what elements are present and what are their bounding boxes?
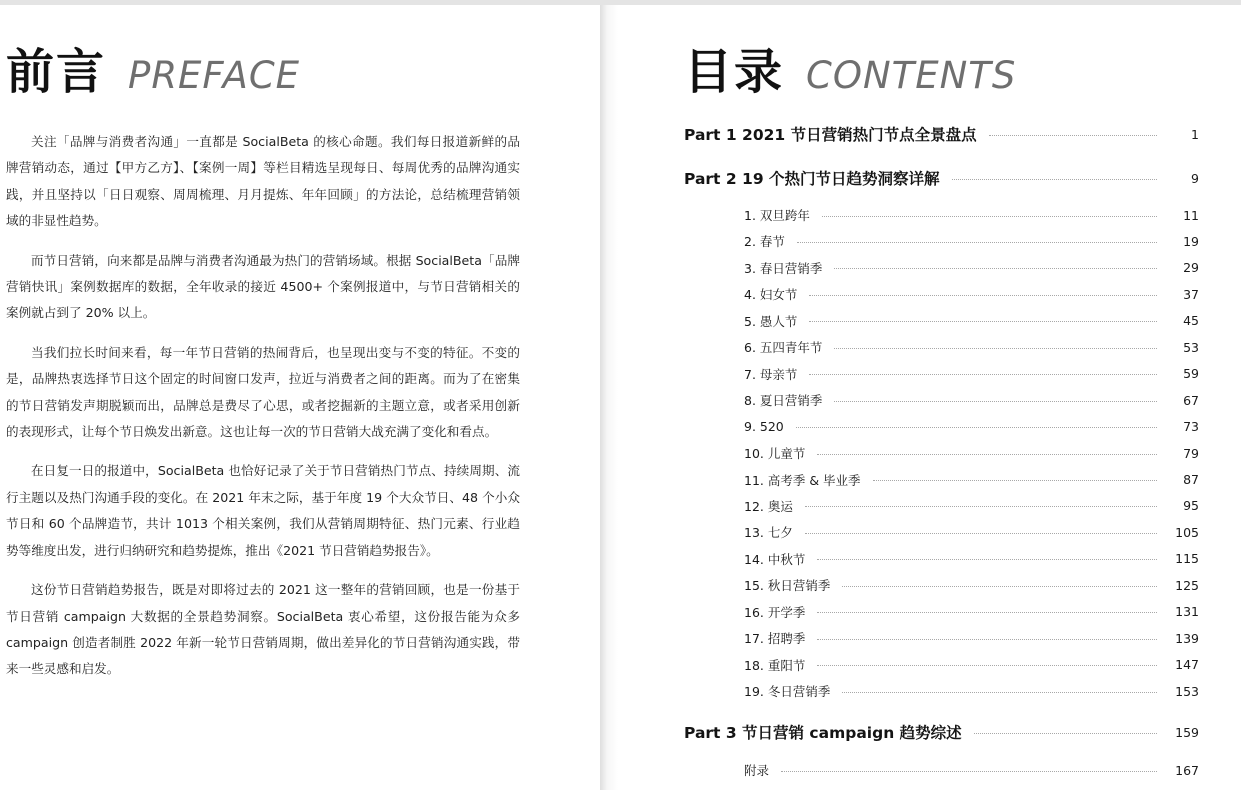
toc-entry-label: 17. 招聘季 (744, 631, 806, 647)
table-of-contents (684, 5, 1199, 790)
toc-entry-label: 19. 冬日营销季 (744, 684, 831, 700)
toc-entry-label: 14. 中秋节 (744, 551, 806, 567)
preface-paragraph: 当我们拉长时间来看，每一年节日营销的热闹背后，也呈现出变与不变的特征。不变的是，品牌热衷选择节日这个固定的时间窗口发声，拉近与消费者之间的距离。而为了在密集的节日营销发声期脱颖而出，品牌总是费尽了心思，或者挖掘新的主题立意，或者采用创新的表现形式，让每个节日焕发出新意。这也让每一次的节日营销大战充满了变化和看点。 (6, 344, 520, 440)
toc-item-row[interactable] (744, 602, 1199, 622)
toc-item-row[interactable] (744, 311, 1199, 331)
toc-entry-label: 8. 夏日营销季 (744, 393, 823, 409)
toc-item-row[interactable] (744, 364, 1199, 384)
toc-dot-leader (822, 216, 1157, 217)
toc-item-row[interactable] (744, 628, 1199, 648)
toc-item-row[interactable] (744, 417, 1199, 437)
page-gutter (600, 5, 618, 790)
toc-dot-leader (873, 480, 1157, 481)
toc-entry-label: 15. 秋日营销季 (744, 578, 831, 594)
toc-part-row[interactable] (684, 165, 1199, 191)
toc-dot-leader (834, 401, 1157, 402)
toc-page-number: 37 (1183, 286, 1199, 302)
preface-paragraph: 在日复一日的报道中，SocialBeta 也恰好记录了关于节日营销热门节点、持续周期、流行主题以及热门沟通手段的变化。在 2021 年末之际，基于年度 19 个大众节日、48 个小众节日和 60 个品牌造节，共计 1013 个相关案例，我们从营销周期特征、热门元素、行业趋势等维度出发，进行归纳研究和趋势提炼，推出《2021 节日营销趋势报告》。 (6, 463, 520, 558)
toc-entry-label: 4. 妇女节 (744, 287, 798, 303)
toc-page-number: 131 (1175, 604, 1199, 620)
toc-item-row[interactable] (744, 337, 1199, 357)
toc-entry-label: 6. 五四青年节 (744, 340, 823, 356)
toc-page-number: 29 (1183, 260, 1199, 276)
toc-page-number: 125 (1175, 577, 1199, 593)
toc-dot-leader (809, 295, 1157, 296)
toc-page-number: 9 (1191, 170, 1199, 186)
toc-page-number: 139 (1175, 630, 1199, 646)
toc-entry-label: 9. 520 (744, 419, 784, 435)
preface-paragraph: 这份节日营销趋势报告，既是对即将过去的 2021 这一整年的营销回顾，也是一份基于节日营销 campaign 大数据的全景趋势洞察。SocialBeta 衷心希望，这份报告能为众多 campaign 创造者制胜 2022 年新一轮节日营销周期，做出差异化的节日营销沟通实践，带来一些灵感和启发。 (6, 582, 520, 677)
toc-part-row[interactable] (684, 121, 1199, 147)
toc-item-row[interactable] (744, 443, 1199, 463)
toc-page-number: 159 (1175, 724, 1199, 740)
toc-entry-label: 10. 儿童节 (744, 446, 806, 462)
toc-item-row[interactable] (744, 655, 1199, 675)
toc-dot-leader (842, 586, 1157, 587)
toc-entry-label: 2. 春节 (744, 234, 785, 250)
toc-dot-leader (796, 427, 1157, 428)
preface-page (0, 5, 600, 790)
toc-dot-leader (817, 559, 1157, 560)
toc-page-number: 1 (1191, 126, 1199, 142)
toc-page-number: 19 (1183, 233, 1199, 249)
toc-page-number: 67 (1183, 392, 1199, 408)
toc-page-number: 147 (1175, 657, 1199, 673)
toc-item-row[interactable] (744, 575, 1199, 595)
preface-title-en: PREFACE (128, 54, 301, 97)
toc-item-row[interactable] (744, 496, 1199, 516)
toc-entry-label: 11. 高考季 & 毕业季 (744, 472, 861, 488)
toc-entry-label: Part 3 节日营销 campaign 趋势综述 (684, 724, 962, 742)
toc-dot-leader (834, 268, 1157, 269)
toc-page-number: 53 (1183, 339, 1199, 355)
toc-entry-label: 18. 重阳节 (744, 657, 806, 673)
toc-dot-leader (797, 242, 1157, 243)
toc-entry-label: 附录 (744, 763, 770, 778)
toc-page-number: 59 (1183, 366, 1199, 382)
toc-dot-leader (834, 348, 1157, 349)
toc-part-row[interactable] (684, 719, 1199, 745)
toc-dot-leader (817, 639, 1157, 640)
toc-dot-leader (817, 454, 1157, 455)
toc-entry-label: 1. 双旦跨年 (744, 208, 810, 223)
toc-item-row[interactable] (744, 681, 1199, 701)
toc-page-number: 95 (1183, 498, 1199, 514)
toc-dot-leader (952, 179, 1157, 180)
toc-dot-leader (817, 665, 1157, 666)
toc-dot-leader (781, 771, 1157, 772)
toc-item-row[interactable] (744, 205, 1199, 225)
toc-dot-leader (809, 321, 1157, 322)
toc-dot-leader (817, 612, 1157, 613)
toc-item-row[interactable] (744, 231, 1199, 251)
toc-item-row[interactable] (744, 470, 1199, 490)
contents-title-en: CONTENTS (806, 54, 1017, 97)
toc-page-number: 45 (1183, 313, 1199, 329)
toc-entry-label: 5. 愚人节 (744, 313, 798, 329)
toc-page-number: 79 (1183, 445, 1199, 461)
contents-title-cn: 目录 (684, 44, 785, 100)
toc-page-number: 87 (1183, 472, 1199, 487)
preface-title (6, 33, 300, 102)
contents-page (618, 5, 1241, 790)
toc-page-number: 11 (1183, 207, 1199, 223)
toc-item-row[interactable] (744, 522, 1199, 542)
toc-item-row[interactable] (744, 258, 1199, 278)
preface-body (6, 129, 520, 696)
toc-item-row[interactable] (744, 549, 1199, 569)
toc-dot-leader (842, 692, 1157, 693)
toc-item-row[interactable] (744, 760, 1199, 780)
preface-title-cn: 前言 (6, 44, 107, 100)
toc-dot-leader (805, 506, 1157, 507)
preface-paragraph: 而节日营销，向来都是品牌与消费者沟通最为热门的营销场域。根据 SocialBeta「品牌营销快讯」案例数据库的数据，全年收录的接近 4500+ 个案例报道中，与节日营销相关的案例就占到了 20% 以上。 (6, 252, 520, 321)
toc-entry-label: Part 1 2021 节日营销热门节点全景盘点 (684, 126, 977, 144)
toc-page-number: 153 (1175, 683, 1199, 699)
toc-entry-label: 13. 七夕 (744, 525, 793, 541)
toc-item-row[interactable] (744, 390, 1199, 410)
toc-page-number: 167 (1175, 762, 1199, 778)
toc-entry-label: 12. 奥运 (744, 498, 793, 514)
toc-dot-leader (809, 374, 1157, 375)
toc-dot-leader (974, 733, 1157, 734)
toc-entry-label: Part 2 19 个热门节日趋势洞察详解 (684, 170, 940, 188)
toc-entry-label: 16. 开学季 (744, 604, 806, 620)
toc-entry-label: 3. 春日营销季 (744, 260, 823, 276)
toc-dot-leader (989, 135, 1157, 136)
toc-page-number: 73 (1183, 419, 1199, 435)
toc-page-number: 105 (1175, 524, 1199, 540)
toc-item-row[interactable] (744, 284, 1199, 304)
toc-dot-leader (805, 533, 1157, 534)
toc-entry-label: 7. 母亲节 (744, 366, 798, 382)
preface-paragraph: 关注「品牌与消费者沟通」一直都是 SocialBeta 的核心命题。我们每日报道新鲜的品牌营销动态，通过【甲方乙方】、【案例一周】等栏目精选呈现每日、每周优秀的品牌沟通实践，并且坚持以「日日观察、周周梳理、月月提炼、年年回顾」的方法论，总结梳理营销领域的非显性趋势。 (6, 134, 520, 229)
toc-page-number: 115 (1175, 551, 1199, 567)
